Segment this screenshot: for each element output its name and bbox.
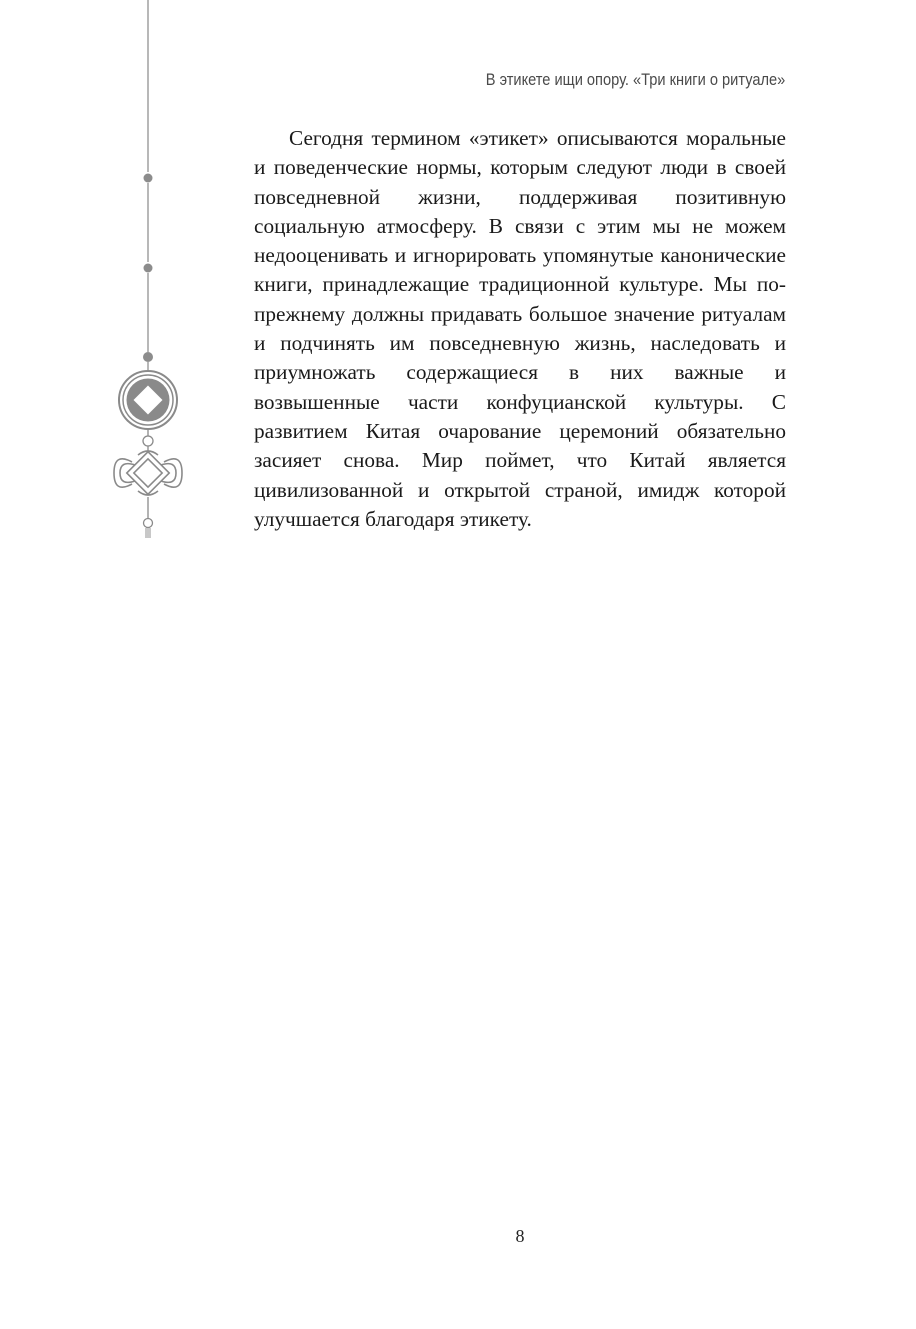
endless-knot-icon: [114, 451, 182, 495]
page-number: 8: [515, 1226, 525, 1246]
tassel-icon: [144, 497, 153, 538]
running-header: В этикете ищи опору. «Три книги о ритуале»: [485, 70, 785, 89]
ring-bead-icon: [143, 429, 153, 452]
coin-pendant-icon: [119, 371, 177, 429]
hanging-ornament-icon: [108, 0, 188, 545]
body-paragraph: Сегодня термином «этикет» описываются моральные и поведенческие нормы, которым следуют люди в своей повседневной жизни, поддерживая позитивную социальную атмосферу. В связи с этим мы не можем недооценивать и игнорировать упомянутые канонические книги, принадлежащие традиционной культуре. Мы по-прежнему должны придавать большое значение ритуалам и подчинять им повседневную жизнь, наследовать и приумножать содержащиеся в них важные и возвышенные части конфуцианской культуры. С развитием Китая очарование церемоний обязательно засияет снова. Мир поймет, что Китай является цивилизованной и открытой страной, имидж которой улучшается благодаря этикету.: [254, 126, 786, 531]
